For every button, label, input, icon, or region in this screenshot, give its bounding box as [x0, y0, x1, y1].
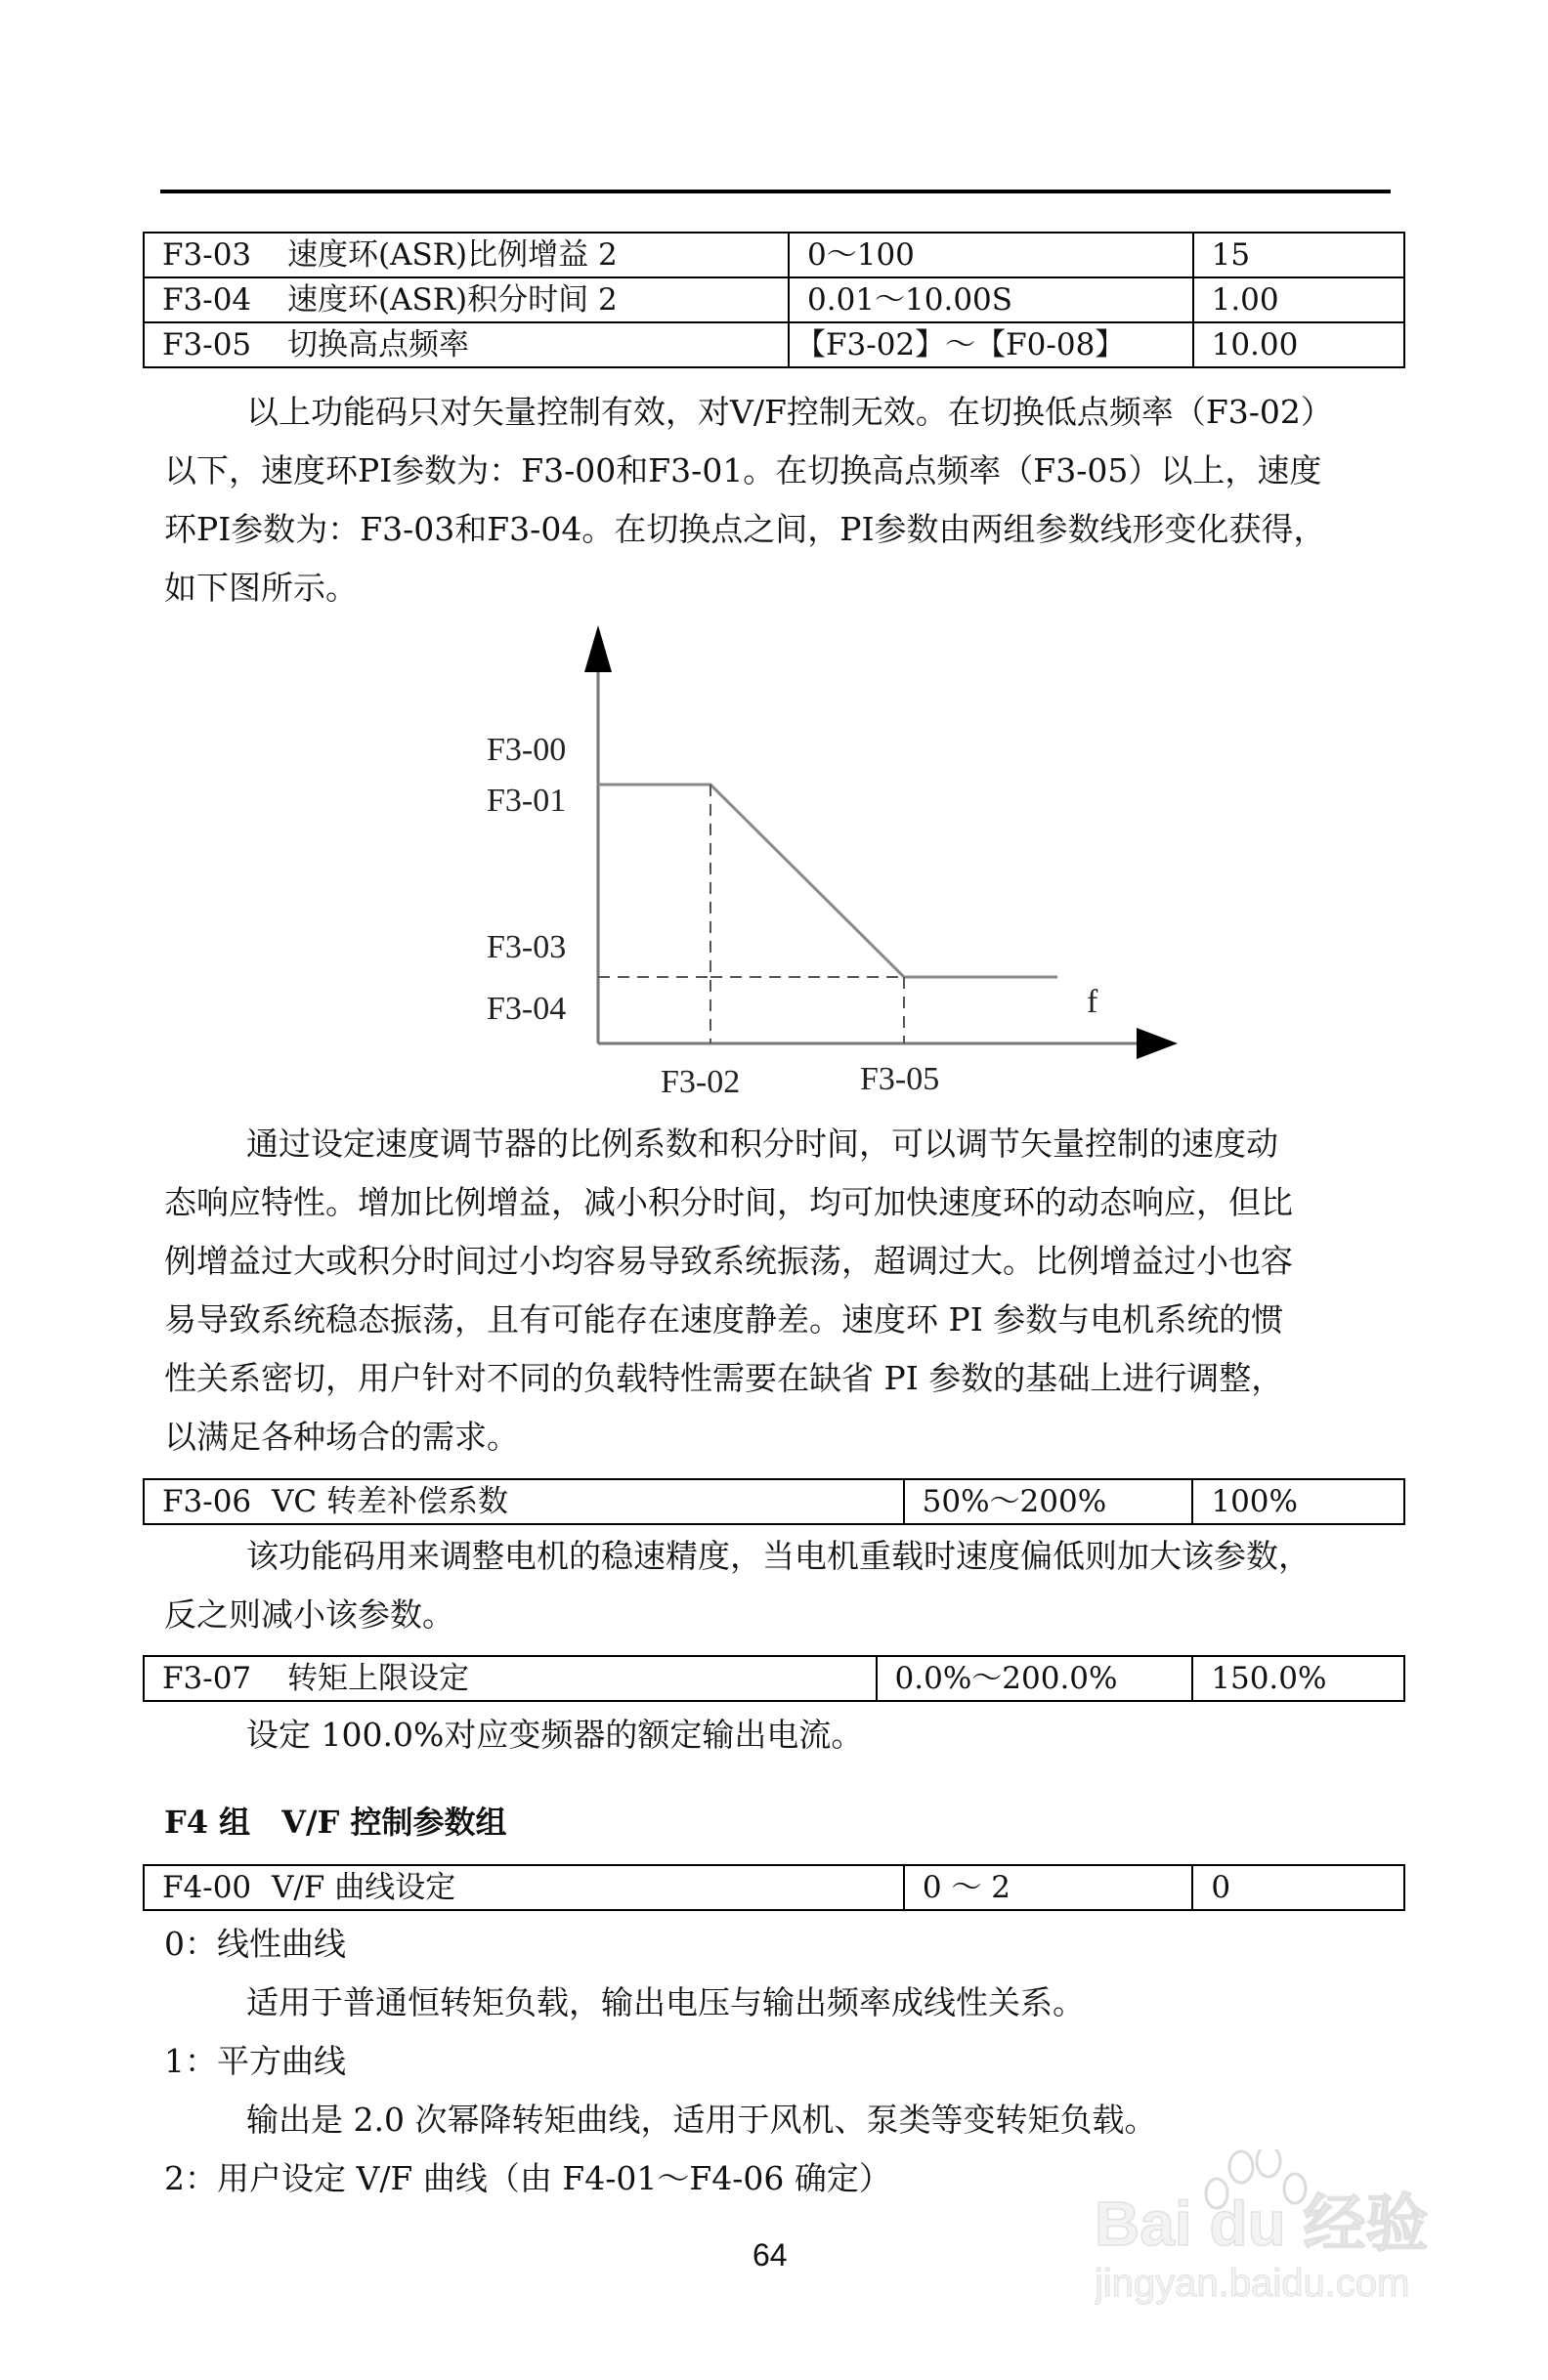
param-name-cell [144, 1479, 904, 1524]
param-name: VC 转差补偿系数 [272, 1484, 508, 1519]
param-name: 速度环(ASR)比例增益 2 [287, 237, 618, 273]
section-heading-f4: F4 组 V/F 控制参数组 [164, 1804, 507, 1841]
x-label-f3-02: F3-02 [661, 1064, 741, 1100]
text-line: 如下图所示。 [164, 569, 358, 607]
x-label-f3-05: F3-05 [860, 1061, 940, 1097]
option-desc-linear: 适用于普通恒转矩负载，输出电压与输出频率成线性关系。 [246, 1983, 1085, 2021]
param-code: F3-03 [162, 237, 252, 273]
param-table-f4-00 [143, 1864, 1405, 1911]
param-name-cell [144, 1865, 904, 1910]
paragraph-f3-07-note [164, 1706, 1405, 1764]
text-line: 易导致系统稳态振荡，且有可能存在速度静差。速度环 PI 参数与电机系统的惯 [164, 1300, 1284, 1339]
y-axis-arrow-icon [584, 625, 612, 672]
param-code: F4-00 [162, 1870, 252, 1905]
option-desc-square: 输出是 2.0 次幂降转矩曲线，适用于风机、泵类等变转矩负载。 [246, 2101, 1157, 2139]
table-row [144, 1656, 1404, 1701]
param-default: 0 [1192, 1865, 1404, 1910]
x-axis-label-f: f [1087, 984, 1098, 1020]
param-default: 150.0% [1192, 1656, 1404, 1701]
y-label-f3-00: F3-00 [487, 732, 567, 768]
text-line: 性关系密切，用户针对不同的负载特性需要在缺省 PI 参数的基础上进行调整， [164, 1359, 1284, 1397]
param-default: 100% [1192, 1479, 1404, 1524]
baidu-jingyan-watermark [1095, 2149, 1446, 2306]
y-label-f3-04: F3-04 [487, 991, 567, 1027]
param-range: 0.01～10.00S [789, 277, 1193, 322]
param-range: 50%～200% [904, 1479, 1193, 1524]
param-name-cell [144, 1656, 877, 1701]
param-code: F3-06 [162, 1484, 252, 1519]
param-range: 【F3-02】～【F0-08】 [789, 322, 1193, 367]
param-range: 0 ～ 2 [904, 1865, 1193, 1910]
text-line: 环PI参数为：F3-03和F3-04。在切换点之间，PI参数由两组参数线形变化获得， [164, 510, 1326, 548]
text-line: 以满足各种场合的需求。 [164, 1418, 519, 1456]
watermark-brand: Bai du 经验 [1095, 2189, 1429, 2259]
param-code: F3-04 [162, 282, 252, 318]
paragraph-f3-06-note [164, 1527, 1405, 1644]
text-line: 态响应特性。增加比例增益，减小积分时间，均可加快速度环的动态响应，但比 [164, 1183, 1293, 1221]
paragraph-pi-tuning [164, 1115, 1405, 1466]
text-line: 设定 100.0%对应变频器的额定输出电流。 [246, 1716, 864, 1754]
pi-parameter-diagram [0, 0, 1548, 1133]
y-label-f3-01: F3-01 [487, 783, 567, 819]
option-label-user: 2：用户设定 V/F 曲线（由 F4-01～F4-06 确定） [164, 2159, 891, 2197]
watermark-url: jingyan.baidu.com [1095, 2262, 1410, 2305]
text-line: 该功能码用来调整电机的稳速精度，当电机重载时速度偏低则加大该参数， [246, 1537, 1311, 1575]
text-line: 反之则减小该参数。 [164, 1595, 454, 1634]
param-default: 15 [1193, 233, 1404, 277]
param-name: 切换高点频率 [287, 327, 469, 362]
param-default: 10.00 [1193, 322, 1404, 367]
param-code: F3-05 [162, 327, 252, 362]
param-table-f3-07 [143, 1655, 1405, 1702]
param-table-f3-06 [143, 1478, 1405, 1525]
text-line: 通过设定速度调节器的比例系数和积分时间，可以调节矢量控制的速度动 [246, 1125, 1278, 1163]
option-label-square: 1：平方曲线 [164, 2042, 346, 2080]
table-row [144, 1479, 1404, 1524]
pi-curve [598, 785, 1057, 977]
x-axis-arrow-icon [1137, 1028, 1178, 1059]
text-line: 以下，速度环PI参数为：F3-00和F3-01。在切换高点频率（F3-05）以上，速度 [164, 451, 1322, 489]
param-default: 1.00 [1193, 277, 1404, 322]
page-number: 64 [752, 2237, 788, 2273]
param-name: V/F 曲线设定 [272, 1870, 456, 1905]
param-range: 0.0%～200.0% [877, 1656, 1193, 1701]
param-name: 速度环(ASR)积分时间 2 [287, 282, 618, 318]
table-row [144, 1865, 1404, 1910]
option-label-linear: 0：线性曲线 [164, 1925, 346, 1963]
text-line: 以上功能码只对矢量控制有效，对V/F控制无效。在切换低点频率（F3-02） [246, 393, 1333, 431]
param-code: F3-07 [162, 1661, 252, 1696]
y-label-f3-03: F3-03 [487, 929, 567, 965]
text-line: 例增益过大或积分时间过小均容易导致系统振荡，超调过大。比例增益过小也容 [164, 1242, 1293, 1280]
param-range: 0～100 [789, 233, 1193, 277]
param-name: 转矩上限设定 [287, 1661, 469, 1696]
